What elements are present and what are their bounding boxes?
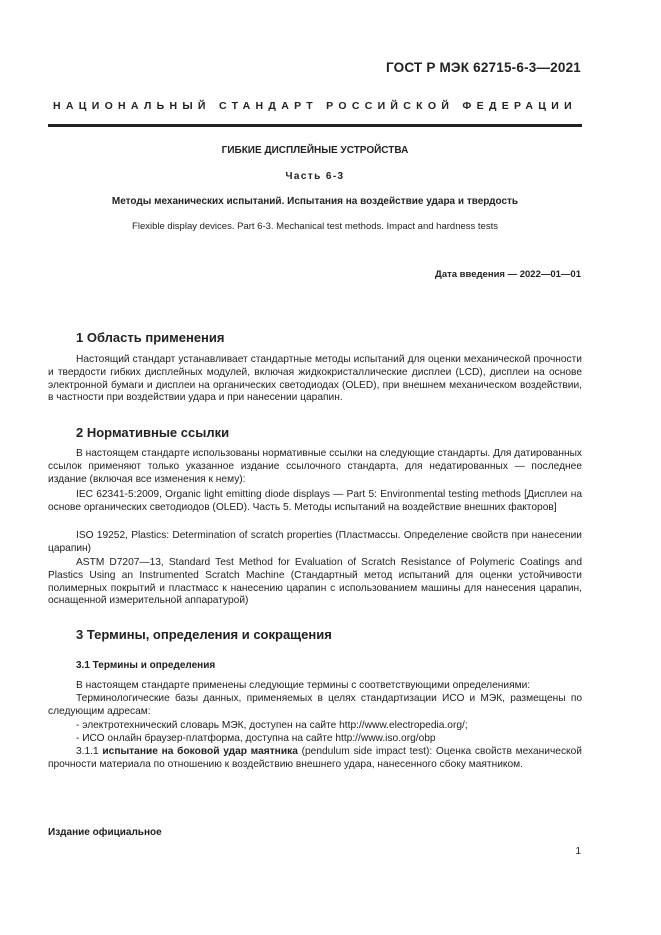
introduction-date: Дата введения — 2022—01—01 bbox=[435, 269, 581, 280]
section-3-heading: 3 Термины, определения и сокращения bbox=[76, 627, 332, 642]
definition-term: испытание на боковой удар маятника bbox=[102, 746, 298, 757]
page-number: 1 bbox=[575, 846, 581, 857]
section-2-paragraph: В настоящем стандарте использованы нормативные ссылки на следующие стандарты. Для датированных ссылок применяют только указанное издание ссылочного стандарта, для недатированных — последнее издание (включая все изменения к нему): bbox=[48, 448, 582, 485]
section-1-heading: 1 Область применения bbox=[76, 330, 225, 345]
reference-iec-62341-5: IEC 62341-5:2009, Organic light emitting diode displays — Part 5: Environmental testing methods [Дисплеи на основе органических светодиодов (OLED). Часть 5. Методы испытаний на воздействие внешних факторов] bbox=[48, 489, 582, 513]
reference-iso-19252: ISO 19252, Plastics: Determination of scratch properties (Пластмассы. Определение свойств при нанесении царапин) bbox=[48, 530, 582, 554]
terminology-link-iso-obp: - ИСО онлайн браузер-платформа, доступна на сайте http://www.iso.org/obp bbox=[76, 733, 436, 744]
national-standard-title: НАЦИОНАЛЬНЫЙ СТАНДАРТ РОССИЙСКОЙ ФЕДЕРАЦИИ bbox=[53, 100, 577, 112]
definition-text: (pendulum side impact test): Оценка свойств механической прочности материала по отношению к воздействию внешнего удара, нанесенного сбоку маятником. bbox=[48, 746, 582, 770]
official-edition-label: Издание официальное bbox=[48, 827, 162, 838]
subsection-3-1-heading: 3.1 Термины и определения bbox=[76, 660, 216, 671]
document-part: Часть 6-3 bbox=[285, 171, 345, 182]
section-3-paragraph-1: В настоящем стандарте применены следующие термины с соответствующими определениями: bbox=[76, 680, 531, 691]
definition-3-1-1 bbox=[48, 746, 582, 772]
document-title-english: Flexible display devices. Part 6-3. Mechanical test methods. Impact and hardness tests bbox=[132, 221, 498, 232]
section-1-paragraph: Настоящий стандарт устанавливает стандартные методы испытаний для оценки механической прочности и твердости гибких дисплейных модулей, включая жидкокристаллические дисплеи (LCD), дисплеи на основе электронной бумаги и дисплеи на органических светодиодах (OLED), при внешнем механическом воздействии, в частности при воздействии удара и при нанесении царапин. bbox=[48, 354, 582, 404]
definition-number: 3.1.1 bbox=[76, 746, 99, 757]
reference-astm-d7207: ASTM D7207—13, Standard Test Method for Evaluation of Scratch Resistance of Polymeric Coatings and Plastics Using an Instrumented Scratch Machine (Стандартный метод испытаний для оценки устойчивости полимерных покрытий и пластмасс к нанесению царапин с использованием машины для нанесения царапин, оснащенной измерительной аппаратурой) bbox=[48, 557, 582, 607]
document-title: ГИБКИЕ ДИСПЛЕЙНЫЕ УСТРОЙСТВА bbox=[221, 145, 409, 156]
section-2-heading: 2 Нормативные ссылки bbox=[76, 425, 230, 440]
section-3-paragraph-2: Терминологические базы данных, применяемых в целях стандартизации ИСО и МЭК, размещены по следующим адресам: bbox=[48, 693, 582, 717]
terminology-link-electropedia: - электротехнический словарь МЭК, доступен на сайте http://www.electropedia.org/; bbox=[76, 720, 468, 731]
header-rule bbox=[48, 124, 582, 127]
standard-number: ГОСТ Р МЭК 62715-6-3—2021 bbox=[385, 60, 581, 75]
document-subtitle: Методы механических испытаний. Испытания на воздействие удара и твердость bbox=[111, 196, 519, 207]
